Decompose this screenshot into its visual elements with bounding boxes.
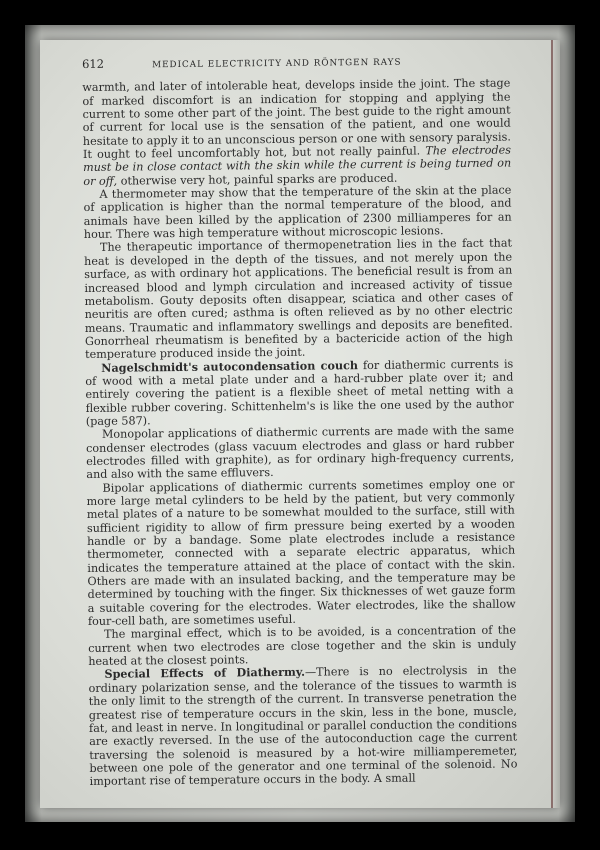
page-header [82, 54, 510, 74]
paragraph-text: warmth, and later of intolerable heat, develops inside the joint. The stage of marked discomfort is an indication for stopping and applying the current to some other part of the joint. The best guide to the right amount of current for local use is the sensation of the patient, and one would hesitate to apply it to an unconscious person or one with sensory paralysis. It ought to feel uncomfortably hot, but not really painful. [82, 76, 511, 162]
paragraph-special-effects [88, 664, 517, 789]
paragraph-monopolar: Monopolar applications of diathermic currents are made with the same condenser electrodes (glass vacuum electrodes and glass or hard rubber electrodes filled with graphite), as for ordinary high-frequency currents, and also with the same effluvers. [86, 423, 515, 482]
paragraph-couch [85, 357, 514, 428]
running-title: MEDICAL ELECTRICITY AND RÖNTGEN RAYS [152, 57, 402, 71]
paragraph-continued [82, 77, 511, 188]
next-page-strip [553, 40, 560, 808]
paragraph-thermometer: A thermometer may show that the temperature of the skin at the place of application is higher than the normal temperature of the blood, and animals have been killed by the application of 2300 milliamperes for an hour. There was high temperature without microscopic lesions. [83, 183, 512, 242]
paragraph-bipolar: Bipolar applications of diathermic currents sometimes employ one or more large metal cylinders to be held by the patient, but very commonly metal plates of a nature to be somewhat moulded to the surface, still with sufficient rigidity to allow of firm pressure being exerted by a wooden handle or by a bandage. Some plate electrodes include a resistance thermometer, connected with a separate electric apparatus, which indicates the temperature attained at the place of contact with the skin. Others are made with an insulated backing, and the temperature may be determined by touching with the finger. Six thicknesses of wet gauze form a suitable covering for the electrodes. Water electrodes, like the shallow four-cell bath, are sometimes useful. [86, 477, 516, 629]
paragraph-text: —There is no electrolysis in the ordinary polarization sense, and the tolerance of the tissues to warmth is the only limit to the strength of the current. In transverse penetration the greatest rise of temperature occurs in the skin, less in the bone, muscle, fat, and least in nerve. In longitudinal or parallel conduction the conditions are exactly reversed. In the use of the autoconduction cage the current traversing the solenoid is measured by a hot-wire milliamperemeter, between one pole of the generator and one terminal of the solenoid. No important rise of temperature occurs in the body. A small [88, 663, 518, 789]
paragraph-marginal: The marginal effect, which is to be avoided, is a concentration of the current when two electrodes are close together and the skin is unduly heated at the closest points. [88, 623, 517, 669]
bold-term: Nagelschmidt's autocondensation couch [101, 357, 359, 375]
page-number: 612 [81, 56, 105, 71]
paragraph-text: for diathermic currents is of wood with a metal plate under and a hard-rubber plate over it; and entirely covering the patient is a flexible sheet of metal netting with a flexible rubber covering. Schittenhelm's is like the one used by the author (page 587). [85, 357, 514, 428]
paragraph-text: otherwise very hot, painful sparks are produced. [117, 171, 398, 188]
section-heading: Special Effects of Diathermy. [104, 665, 306, 682]
paragraph-therapeutic: The therapeutic importance of thermopenetration lies in the fact that heat is developed in the depth of the tissues, and not merely upon the surface, as with ordinary hot applications. The beneficial result is from an increased blood and lymph circulation and increased activity of tissue metabolism. Gouty deposits often disappear, sciatica and other cases of neuritis are often cured; asthma is often relieved as by no other electric means. Traumatic and inflammatory swellings and deposits are benefited. Gonorrheal rheumatism is benefited by a bactericide action of the high temperature produced inside the joint. [84, 236, 514, 362]
italic-warning: The electrodes must be in close contact with the skin while the current is being turned on or off, [83, 143, 512, 188]
page-content [82, 54, 518, 789]
